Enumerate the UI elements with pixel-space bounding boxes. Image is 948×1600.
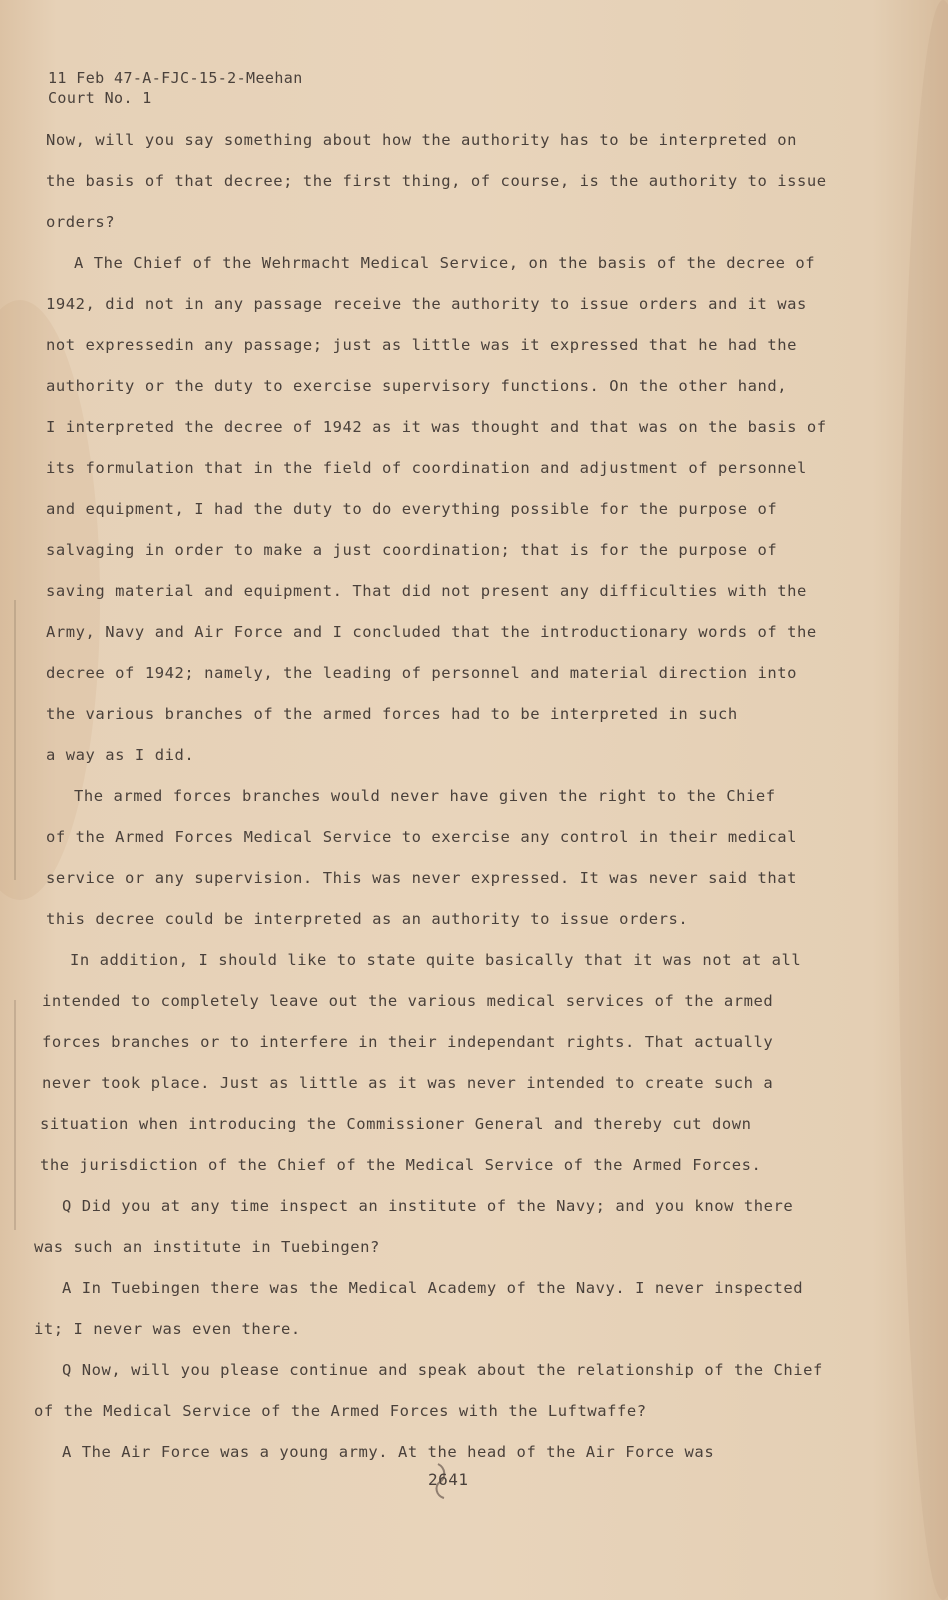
text-line: salvaging in order to make a just coordination; that is for the purpose of [46,541,778,559]
text-line: orders? [46,213,116,231]
text-line: the various branches of the armed forces had to be interpreted in such [46,705,738,723]
text-line: Now, will you say something about how the authority has to be interpreted on [46,131,798,149]
text-line: I interpreted the decree of 1942 as it was thought and that was on the basis of [46,418,827,436]
text-line: In addition, I should like to state quite basically that it was not at all [70,951,802,969]
text-line: its formulation that in the field of coordination and adjustment of personnel [46,459,807,477]
text-line: Q Now, will you please continue and speak about the relationship of the Chief [62,1361,823,1379]
header-court: Court No. 1 [48,89,152,107]
text-line: The armed forces branches would never have given the right to the Chief [74,787,776,805]
text-line: not expressedin any passage; just as little was it expressed that he had the [46,336,798,354]
text-line: of the Medical Service of the Armed Forces with the Luftwaffe? [34,1402,647,1420]
text-line: Army, Navy and Air Force and I concluded that the introductionary words of the [46,623,817,641]
text-line: intended to completely leave out the various medical services of the armed [42,992,774,1010]
text-line: the basis of that decree; the first thing, of course, is the authority to issue [46,172,827,190]
text-line: 1942, did not in any passage receive the authority to issue orders and it was [46,295,807,313]
text-line: and equipment, I had the duty to do everything possible for the purpose of [46,500,778,518]
text-line: of the Armed Forces Medical Service to exercise any control in their medical [46,828,798,846]
text-line: A The Chief of the Wehrmacht Medical Service, on the basis of the decree of [74,254,816,272]
text-line: the jurisdiction of the Chief of the Medical Service of the Armed Forces. [40,1156,762,1174]
text-line: forces branches or to interfere in their independant rights. That actually [42,1033,774,1051]
header-reference: 11 Feb 47-A-FJC-15-2-Meehan [48,69,303,87]
text-line: it; I never was even there. [34,1320,301,1338]
text-line: this decree could be interpreted as an authority to issue orders. [46,910,689,928]
text-line: was such an institute in Tuebingen? [34,1238,380,1256]
text-line: never took place. Just as little as it was never intended to create such a [42,1074,774,1092]
text-line: situation when introducing the Commissioner General and thereby cut down [40,1115,752,1133]
text-line: a way as I did. [46,746,195,764]
text-line: decree of 1942; namely, the leading of personnel and material direction into [46,664,798,682]
text-line: A In Tuebingen there was the Medical Academy of the Navy. I never inspected [62,1279,804,1297]
text-line: Q Did you at any time inspect an institute of the Navy; and you know there [62,1197,794,1215]
text-line: service or any supervision. This was never expressed. It was never said that [46,869,798,887]
page-number: 2641 [428,1470,469,1489]
text-line: A The Air Force was a young army. At the head of the Air Force was [62,1443,715,1461]
text-line: authority or the duty to exercise supervisory functions. On the other hand, [46,377,788,395]
text-line: saving material and equipment. That did not present any difficulties with the [46,582,807,600]
